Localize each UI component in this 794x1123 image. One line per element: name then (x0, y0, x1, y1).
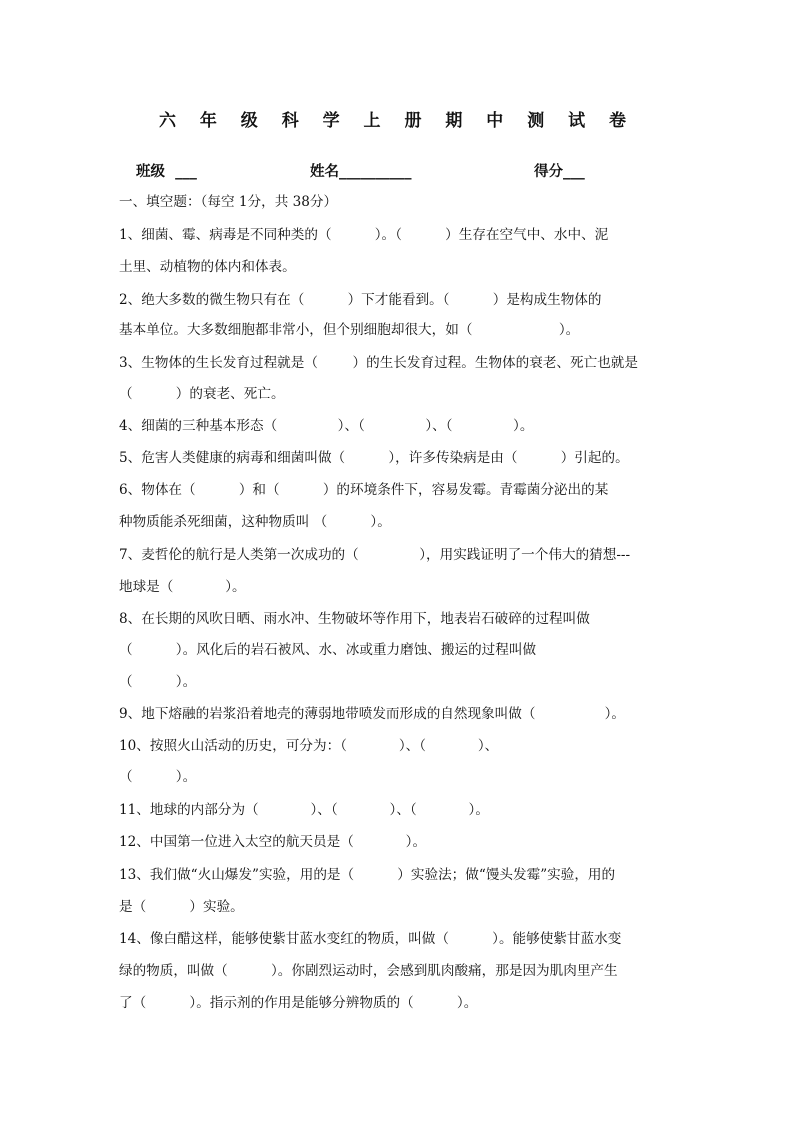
class-field: 班级 ___ (136, 163, 197, 180)
question-line: （ ）的衰老、死亡。 (119, 386, 285, 402)
question-line: 13、我们做“火山爆发”实验，用的是（ ）实验法；做“馒头发霉”实验，用的 (119, 867, 616, 883)
question-line: 4、细菌的三种基本形态（ ）、（ ）、（ ）。 (119, 418, 534, 434)
question-line: 10、按照火山活动的历史，可分为：（ ）、（ ）、 (119, 738, 499, 754)
question-line: 基本单位。大多数细胞都非常小，但个别细胞却很大，如（ ）。 (119, 322, 580, 338)
section-heading: 一、填空题：（每空 1分，共 38分） (119, 194, 338, 210)
question-line: 12、中国第一位进入太空的航天员是（ ）。 (119, 834, 427, 850)
question-line: 5、危害人类健康的病毒和细菌叫做（ ），许多传染病是由（ ）引起的。 (119, 450, 629, 466)
score-field: 得分___ (534, 163, 585, 180)
question-line: 3、生物体的生长发育过程就是（ ）的生长发育过程。生物体的衰老、死亡也就是 (119, 355, 638, 371)
question-line: 土里、动植物的体内和体表。 (119, 259, 296, 275)
name-field: 姓名__________ (310, 163, 412, 180)
question-line: 2、绝大多数的微生物只有在（ ）下才能看到。（ ）是构成生物体的 (119, 292, 602, 308)
question-line: 1、细菌、霉、病毒是不同种类的（ ）。（ ）生存在空气中、水中、泥 (119, 227, 609, 243)
question-line: 9、地下熔融的岩浆沿着地壳的薄弱地带喷发而形成的自然现象叫做（ ）。 (119, 706, 625, 722)
question-line: 种物质能杀死细菌，这种物质叫 （ ）。 (119, 514, 391, 530)
question-line: 了（ ）。指示剂的作用是能够分辨物质的（ ）。 (119, 995, 478, 1011)
question-line: 绿的物质，叫做（ ）。你剧烈运动时，会感到肌肉酸痛，那是因为肌肉里产生 (119, 963, 618, 979)
question-line: 8、在长期的风吹日晒、雨水冲、生物破坏等作用下，地表岩石破碎的过程叫做 (119, 611, 590, 627)
question-line: 地球是（ ）。 (119, 579, 246, 595)
page-title: 六 年 级 科 学 上 册 期 中 测 试 卷 (158, 111, 636, 131)
question-line: （ ）。 (119, 674, 197, 690)
question-line: （ ）。风化后的岩石被风、水、冰或重力磨蚀、搬运的过程叫做 (119, 642, 537, 658)
question-line: 6、物体在（ ）和（ ）的环境条件下，容易发霉。青霉菌分泌出的某 (119, 482, 609, 498)
question-line: 11、地球的内部分为（ ）、（ ）、（ ）。 (119, 802, 489, 818)
question-line: 7、麦哲伦的航行是人类第一次成功的（ ），用实践证明了一个伟大的猜想--- (119, 547, 631, 563)
question-line: 14、像白醋这样，能够使紫甘蓝水变红的物质，叫做（ ）。能够使紫甘蓝水变 (119, 931, 622, 947)
question-line: （ ）。 (119, 769, 197, 785)
question-line: 是（ ）实验。 (119, 899, 244, 915)
